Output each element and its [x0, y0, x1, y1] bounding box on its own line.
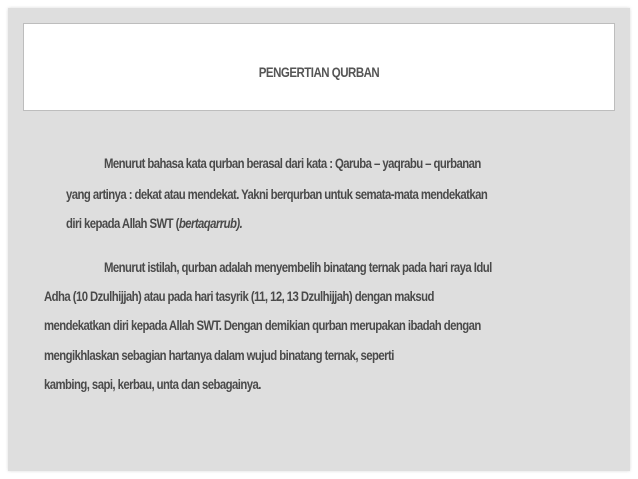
paragraph-1-term-italic: bertaqarrub).	[178, 216, 243, 232]
paragraph-2-line-1: Menurut istilah, qurban adalah menyembelih binatang ternak pada hari raya Idul	[104, 260, 492, 276]
paragraph-2-line-5: kambing, sapi, kerbau, unta dan sebagainya.	[44, 377, 261, 393]
paragraph-1-line-1: Menurut bahasa kata qurban berasal dari kata : Qaruba – yaqrabu – qurbanan	[104, 156, 481, 172]
paragraph-1-line-2: yang artinya : dekat atau mendekat. Yakni berqurban untuk semata-mata mendekatkan	[66, 187, 488, 203]
title-box	[23, 23, 615, 111]
paragraph-2-line-4: mengikhlaskan sebagian hartanya dalam wujud binatang ternak, seperti	[44, 348, 394, 364]
slide-title: PENGERTIAN QURBAN	[258, 64, 380, 80]
paragraph-1-line-3-text: diri kepada Allah SWT (	[66, 216, 179, 232]
paragraph-2-line-2: Adha (10 Dzulhijjah) atau pada hari tasyrik (11, 12, 13 Dzulhijjah) dengan maksud	[44, 289, 434, 305]
paragraph-1-line-3	[66, 213, 242, 235]
slide	[8, 8, 630, 471]
paragraph-2-line-3: mendekatkan diri kepada Allah SWT. Dengan demikian qurban merupakan ibadah dengan	[44, 318, 481, 334]
